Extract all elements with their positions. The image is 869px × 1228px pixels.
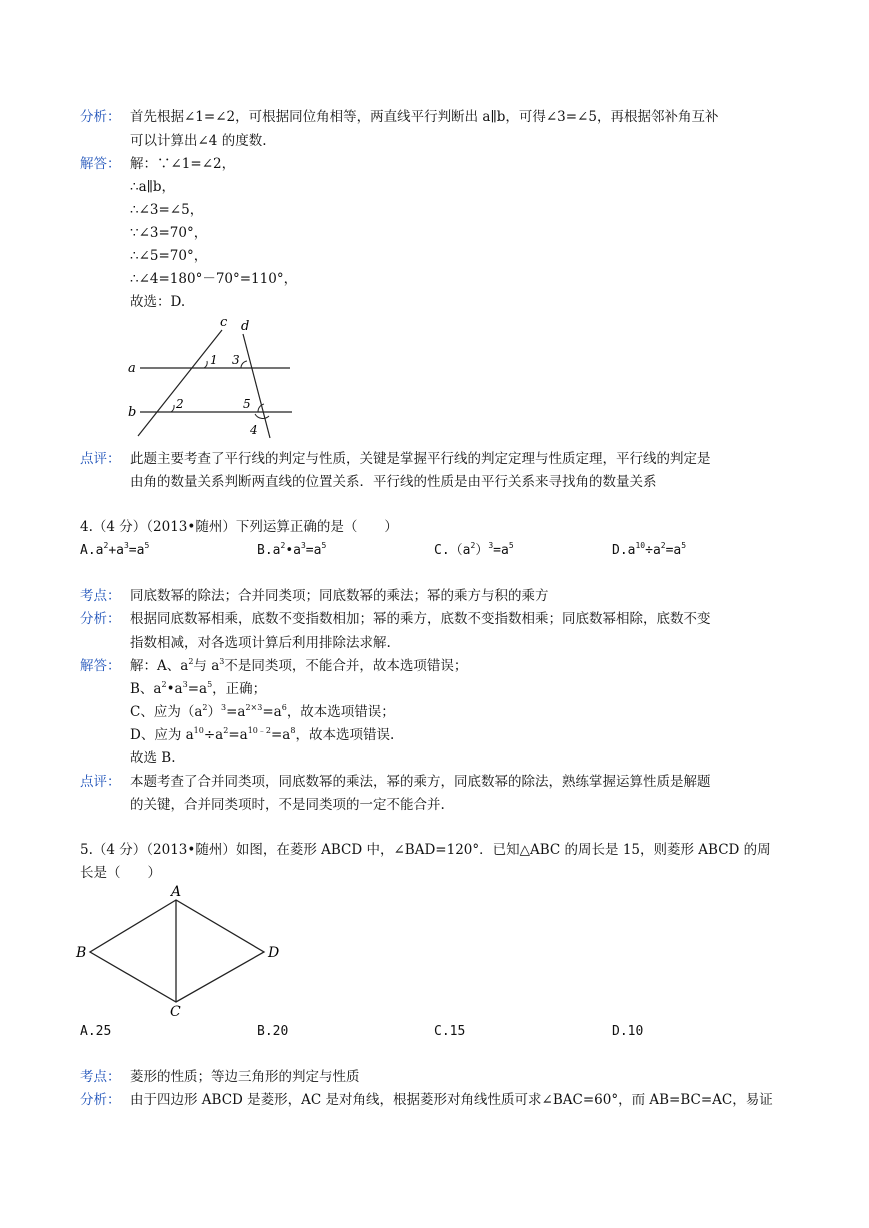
option-text: =a: [305, 543, 322, 558]
label-d: d: [241, 319, 250, 334]
exponent: 3: [219, 657, 225, 666]
exponent: 5: [207, 680, 213, 689]
answer-text: =a: [226, 704, 246, 720]
option-a[interactable]: A.25: [80, 1024, 112, 1039]
label-vertex-a: A: [171, 884, 182, 900]
rhombus-abcd: [90, 900, 264, 1002]
analysis-label: 分析：: [80, 109, 121, 125]
label-c: c: [220, 315, 228, 330]
operator: ÷a: [645, 543, 661, 558]
option-a[interactable]: [80, 539, 149, 562]
answer-line: 故选 B.: [130, 750, 176, 766]
angle-arc-3: [241, 361, 247, 368]
option-text: a: [95, 543, 104, 558]
option-d[interactable]: D.10: [612, 1024, 644, 1039]
exponent: 2: [188, 657, 194, 666]
answer-line: ∴∠4=180°－70°=110°，: [130, 271, 298, 287]
analysis-line: 根据同底数幂相乘，底数不变指数相加；幂的乘方，底数不变指数相乘；同底数幂相除，底数不变: [130, 611, 711, 627]
answer-line: 解：∵∠1=∠2，: [130, 156, 236, 172]
comment-line: 此题主要考查了平行线的判定与性质，关键是掌握平行线的判定定理与性质定理，平行线的判定是: [130, 451, 711, 467]
option-prefix: D.a: [612, 543, 636, 558]
label-vertex-d: D: [268, 945, 280, 961]
q5-stem-line: 5.（4 分）（2013•随州）如图，在菱形 ABCD 中，∠BAD=120°．已知△ABC 的周长是 15，则菱形 ABCD 的周: [80, 842, 771, 858]
label-a: a: [128, 361, 136, 376]
option-text: a: [272, 543, 281, 558]
exponent: 3: [182, 680, 188, 689]
option-text: =a: [665, 543, 682, 558]
label-5: 5: [243, 397, 251, 411]
analysis-label: 分析：: [80, 611, 121, 627]
label-3: 3: [232, 353, 240, 367]
option-prefix: C.（a: [434, 543, 471, 558]
exponent: 2: [280, 541, 286, 550]
exponent: 2: [202, 703, 208, 712]
option-prefix: A.: [80, 543, 96, 558]
exponent: 2: [470, 541, 476, 550]
operator: •: [285, 543, 294, 558]
answer-text: B、a: [130, 681, 162, 697]
answer-label: 解答：: [80, 156, 121, 172]
option-b[interactable]: [257, 539, 326, 562]
answer-line: [130, 724, 394, 747]
exponent: 5: [321, 541, 327, 550]
option-prefix: B.: [257, 543, 273, 558]
point-text: 菱形的性质；等边三角形的判定与性质: [130, 1069, 360, 1085]
answer-text: =a: [262, 704, 282, 720]
exponent: 5: [508, 541, 514, 550]
exponent: 10: [635, 541, 646, 550]
option-c[interactable]: [434, 539, 514, 562]
label-vertex-b: B: [76, 945, 87, 961]
operator: +: [108, 543, 117, 558]
comment-line: 本题考查了合并同类项，同底数幂的乘法，幂的乘方，同底数幂的除法，熟练掌握运算性质是解题: [130, 774, 711, 790]
exponent: 6: [281, 703, 287, 712]
label-1: 1: [210, 353, 218, 367]
label-b: b: [128, 405, 137, 420]
answer-text: ）: [207, 704, 221, 720]
answer-line: [130, 678, 266, 701]
q5-stem-line: 长是（ ）: [80, 865, 161, 881]
comment-label: 点评：: [80, 774, 121, 790]
option-text: =a: [493, 543, 509, 558]
point-label: 考点：: [80, 588, 121, 604]
comment-line: 由角的数量关系判断两直线的位置关系．平行线的性质是由平行关系来寻找角的数量关系: [130, 474, 657, 490]
q4-stem: 4.（4 分）（2013•随州）下列运算正确的是（ ）: [80, 519, 398, 535]
angle-arc-1: [204, 361, 207, 368]
option-text: a: [116, 543, 124, 558]
line-c: [138, 330, 222, 436]
exponent: 2: [223, 726, 229, 735]
answer-text: •a: [166, 681, 183, 697]
analysis-line: 首先根据∠1=∠2，可根据同位角相等，两直线平行判断出 a∥b，可得∠3=∠5，再根据邻补角互补: [130, 109, 719, 125]
option-d[interactable]: [612, 539, 686, 562]
exponent: 3: [300, 541, 306, 550]
exponent: 2: [660, 541, 666, 550]
answer-text: D、应为 a: [130, 727, 194, 743]
exponent: 3: [220, 703, 227, 712]
answer-text: 与 a: [193, 658, 220, 674]
answer-text: ，正确；: [212, 681, 267, 697]
comment-line: 的关键，合并同类项时，不是同类项的一定不能合并.: [130, 797, 445, 813]
answer-text: ，故本选项错误.: [295, 727, 395, 743]
answer-label: 解答：: [80, 658, 121, 674]
analysis-line: 由于四边形 ABCD 是菱形，AC 是对角线，根据菱形对角线性质可求∠BAC=60°，而 AB=BC=AC，易证: [130, 1092, 773, 1108]
exponent: 3: [488, 541, 494, 550]
point-text: 同底数幂的除法；合并同类项；同底数幂的乘法；幂的乘方与积的乘方: [130, 588, 549, 604]
exponent: 10﹣2: [247, 726, 271, 735]
parallel-lines-figure: [120, 312, 310, 442]
option-text: a: [293, 543, 301, 558]
answer-text: ÷a: [203, 727, 224, 743]
answer-text: =a: [228, 727, 248, 743]
analysis-line: 可以计算出∠4 的度数.: [130, 133, 267, 149]
answer-text: ，故本选项错误；: [286, 704, 395, 720]
angle-arc-2: [171, 405, 174, 412]
exponent: 3: [123, 541, 129, 550]
label-vertex-c: C: [170, 1004, 181, 1020]
answer-line: [130, 701, 395, 724]
rhombus-figure: [72, 884, 292, 1020]
angle-arc-4: [255, 414, 269, 418]
answer-text: C、应为（a: [130, 704, 203, 720]
analysis-label: 分析：: [80, 1092, 121, 1108]
exponent: 2: [161, 680, 167, 689]
answer-line: ∴∠5=70°，: [130, 248, 208, 264]
exponent: 2×3: [245, 703, 263, 712]
exponent: 2: [103, 541, 109, 550]
point-label: 考点：: [80, 1069, 121, 1085]
exponent: 8: [290, 726, 296, 735]
answer-text: 解：A、a: [130, 658, 189, 674]
answer-line: ∴∠3=∠5，: [130, 202, 204, 218]
answer-line: [130, 655, 467, 678]
answer-line: ∵∠3=70°，: [130, 225, 208, 241]
answer-line: 故选：D.: [130, 294, 186, 310]
option-text: ）: [475, 543, 489, 558]
exponent: 10: [193, 726, 204, 735]
answer-text: 不是同类项，不能合并，故本选项错误；: [224, 658, 468, 674]
label-2: 2: [176, 397, 184, 411]
option-c[interactable]: C.15: [434, 1024, 466, 1039]
comment-label: 点评：: [80, 451, 121, 467]
analysis-line: 指数相减，对各选项计算后利用排除法求解.: [130, 635, 391, 651]
label-4: 4: [250, 423, 258, 437]
exponent: 5: [681, 541, 687, 550]
answer-text: =a: [187, 681, 208, 697]
option-text: =a: [128, 543, 145, 558]
exponent: 5: [144, 541, 150, 550]
answer-text: =a: [270, 727, 291, 743]
answer-line: ∴a∥b，: [130, 179, 176, 195]
option-b[interactable]: B.20: [257, 1024, 289, 1039]
